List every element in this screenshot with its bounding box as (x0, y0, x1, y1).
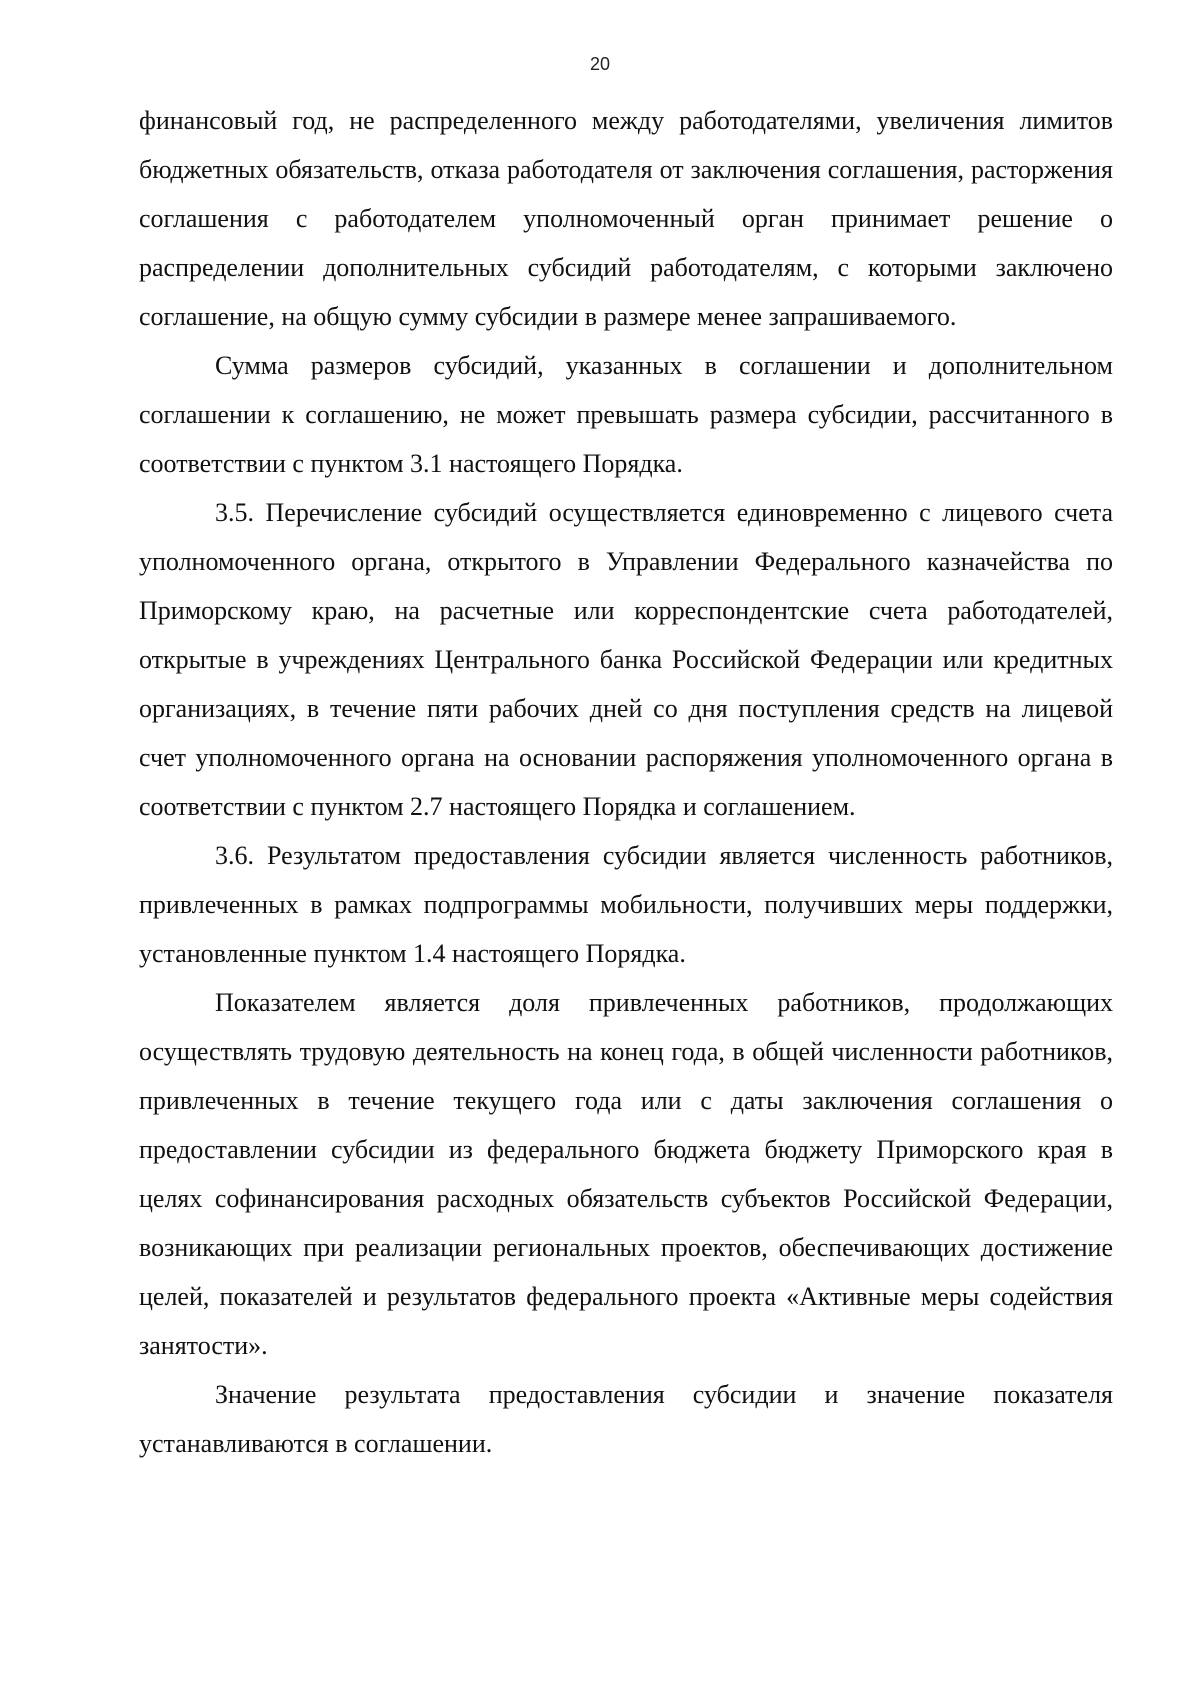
page-number: 20 (589, 54, 611, 74)
paragraph-3-6-result: 3.6. Результатом предоставления субсидии является численность работников, привлеченных в рамках подпрограммы мобильности, получивших меры поддержки, установленные пунктом 1.4 настоящего Порядка. (139, 841, 1113, 968)
paragraph-indicator: Показателем является доля привлеченных работников, продолжающих осуществлять трудовую деятельность на конец года, в общей численности работников, привлеченных в течение текущего года или с даты заключения соглашения о предоставлении субсидии из федерального бюджета бюджету Приморского края в целях софинансирования расходных обязательств субъектов Российской Федерации, возникающих при реализации региональных проектов, обеспечивающих достижение целей, показателей и результатов федерального проекта «Активные меры содействия занятости». (139, 988, 1113, 1360)
paragraph-subsidy-sum-limit: Сумма размеров субсидий, указанных в соглашении и дополнительном соглашении к соглашению, не может превышать размера субсидии, рассчитанного в соответствии с пунктом 3.1 настоящего Порядка. (139, 351, 1113, 478)
paragraph-subsidy-distribution: финансовый год, не распределенного между работодателями, увеличения лимитов бюджетных обязательств, отказа работодателя от заключения соглашения, расторжения соглашения с работодателем уполномоченный орган принимает решение о распределении дополнительных субсидий работодателям, с которыми заключено соглашение, на общую сумму субсидии в размере менее запрашиваемого. (139, 106, 1113, 331)
paragraph-values-in-agreement: Значение результата предоставления субсидии и значение показателя устанавливаются в соглашении. (139, 1380, 1113, 1458)
paragraph-3-5-transfer: 3.5. Перечисление субсидий осуществляется единовременно с лицевого счета уполномоченного органа, открытого в Управлении Федерального казначейства по Приморскому краю, на расчетные или корреспондентские счета работодателей, открытые в учреждениях Центрального банка Российской Федерации или кредитных организациях, в течение пяти рабочих дней со дня поступления средств на лицевой счет уполномоченного органа на основании распоряжения уполномоченного органа в соответствии с пунктом 2.7 настоящего Порядка и соглашением. (139, 498, 1113, 821)
document-body (139, 96, 1113, 1468)
